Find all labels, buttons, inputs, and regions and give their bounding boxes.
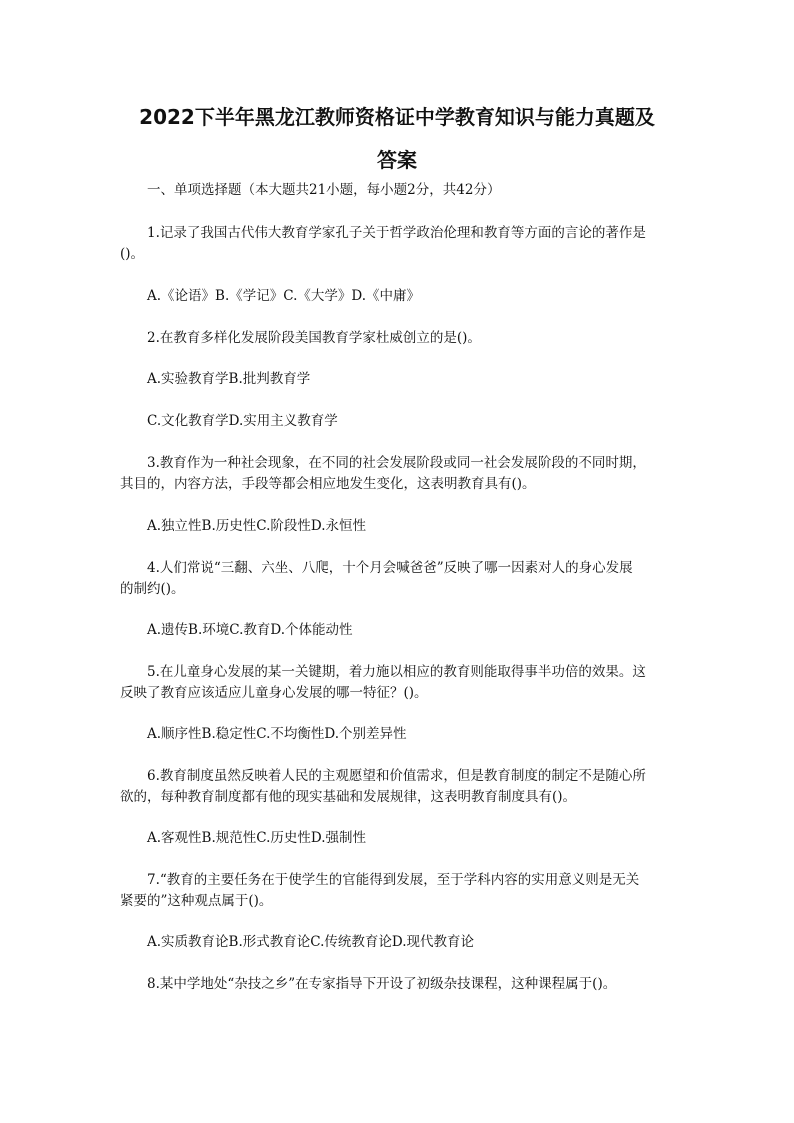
question-4-stem-line-1: 4.人们常说“三翻、六坐、八爬，十个月会喊爸爸”反映了哪一因素对人的身心发展 (147, 560, 633, 576)
document-title-line-2: 答案 (377, 148, 417, 172)
question-2-options-line-2: C.文化教育学D.实用主义教育学 (147, 413, 338, 429)
question-2-stem-line-1: 2.在教育多样化发展阶段美国教育学家杜威创立的是()。 (147, 330, 481, 346)
question-3-stem-line-2: 其目的，内容方法，手段等都会相应地发生变化，这表明教育具有()。 (120, 476, 536, 492)
question-5-stem-line-2: 反映了教育应该适应儿童身心发展的哪一特征？()。 (120, 685, 428, 701)
question-2-options-line-1: A.实验教育学B.批判教育学 (147, 371, 311, 387)
question-6-options: A.客观性B.规范性C.历史性D.强制性 (147, 830, 367, 846)
document-title-line-1: 2022下半年黑龙江教师资格证中学教育知识与能力真题及 (139, 105, 655, 129)
section-heading: 一、单项选择题（本大题共21小题，每小题2分，共42分） (147, 182, 501, 198)
question-8-stem-line-1: 8.某中学地处“杂技之乡”在专家指导下开设了初级杂技课程，这种课程属于()。 (147, 976, 617, 992)
question-1-stem-line-2: ()。 (120, 246, 145, 262)
question-4-stem-line-2: 的制约()。 (120, 581, 185, 597)
question-3-stem-line-1: 3.教育作为一种社会现象，在不同的社会发展阶段或同一社会发展阶段的不同时期， (147, 455, 646, 471)
question-7-stem-line-1: 7.“教育的主要任务在于使学生的官能得到发展，至于学科内容的实用意义则是无关 (147, 872, 640, 888)
question-1-stem-line-1: 1.记录了我国古代伟大教育学家孔子关于哲学政治伦理和教育等方面的言论的著作是 (147, 225, 646, 241)
question-5-options: A.顺序性B.稳定性C.不均衡性D.个别差异性 (147, 726, 407, 742)
question-5-stem-line-1: 5.在儿童身心发展的某一关键期，着力施以相应的教育则能取得事半功倍的效果。这 (147, 664, 646, 680)
question-3-options: A.独立性B.历史性C.阶段性D.永恒性 (147, 518, 367, 534)
question-1-options: A.《论语》B.《学记》C.《大学》D.《中庸》 (147, 288, 421, 304)
question-6-stem-line-2: 欲的，每种教育制度都有他的现实基础和发展规律，这表明教育制度具有()。 (120, 789, 577, 805)
question-6-stem-line-1: 6.教育制度虽然反映着人民的主观愿望和价值需求，但是教育制度的制定不是随心所 (147, 768, 646, 784)
question-7-stem-line-2: 紧要的”这种观点属于()。 (120, 893, 273, 909)
question-4-options: A.遗传B.环境C.教育D.个体能动性 (147, 622, 353, 638)
question-7-options: A.实质教育论B.形式教育论C.传统教育论D.现代教育论 (147, 934, 475, 950)
